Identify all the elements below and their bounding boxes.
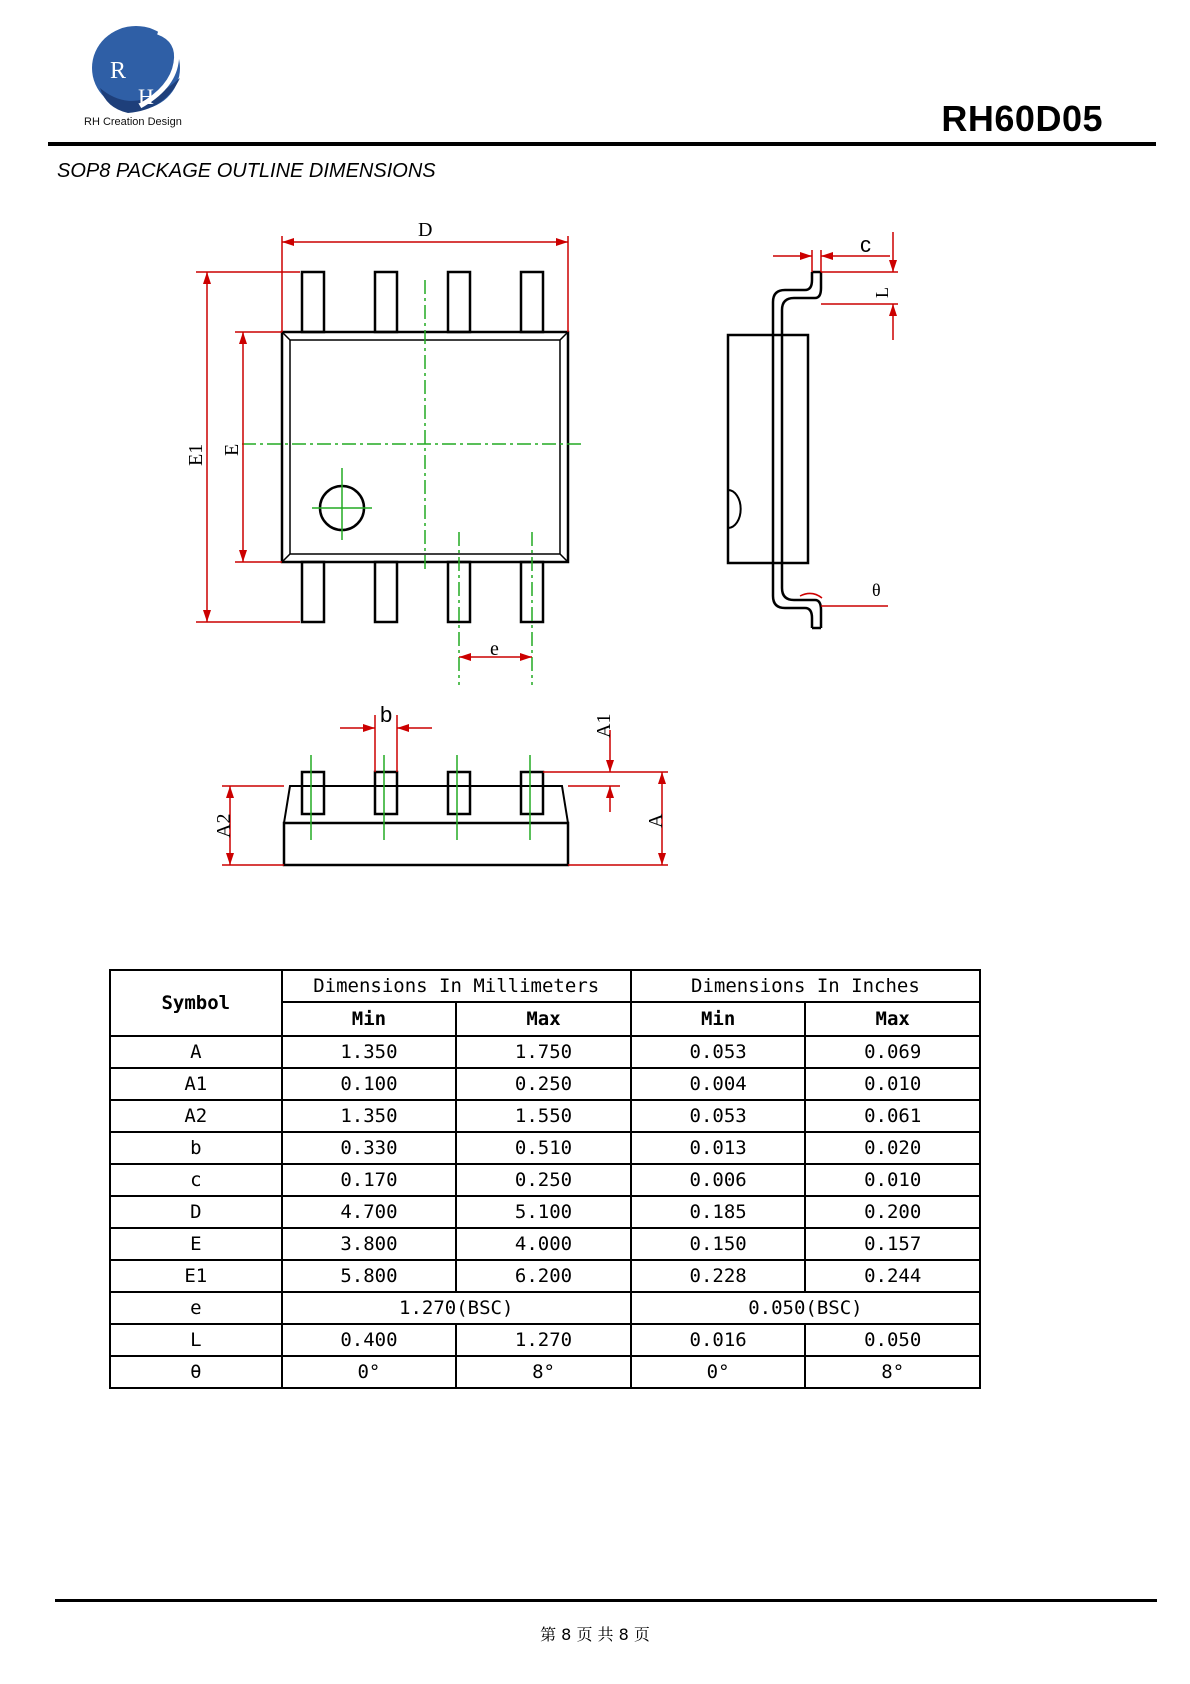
cell-in-bsc: 0.050(BSC) [631,1292,980,1324]
cell-mm-max: 1.270 [456,1324,631,1356]
cell-mm-max: 1.550 [456,1100,631,1132]
table-row [110,1196,980,1228]
table-row [110,1292,980,1324]
cell-symbol: e [110,1292,282,1324]
cell-in-min: 0.004 [631,1068,806,1100]
cell-in-max: 0.157 [805,1228,980,1260]
cell-in-max: 8° [805,1356,980,1388]
cell-symbol: L [110,1324,282,1356]
cell-mm-min: 0.400 [282,1324,457,1356]
label-A: A [645,813,667,828]
label-b: b [380,702,393,727]
cell-in-min: 0.228 [631,1260,806,1292]
cell-mm-max: 5.100 [456,1196,631,1228]
front-view-body [284,823,568,865]
label-E1: E1 [185,443,207,466]
cell-in-max: 0.050 [805,1324,980,1356]
part-number: RH60D05 [941,98,1103,139]
cell-in-min: 0.053 [631,1036,806,1068]
side-view-body [728,335,808,563]
table-row [110,1132,980,1164]
cell-symbol: θ [110,1356,282,1388]
header-in-min: Min [631,1002,806,1036]
section-title: SOP8 PACKAGE OUTLINE DIMENSIONS [57,160,436,182]
cell-mm-bsc: 1.270(BSC) [282,1292,631,1324]
cell-in-min: 0.185 [631,1196,806,1228]
cell-in-max: 0.200 [805,1196,980,1228]
label-e: e [490,638,499,660]
dimensions-table [109,969,981,1389]
cell-mm-min: 0.330 [282,1132,457,1164]
cell-symbol: A [110,1036,282,1068]
cell-mm-min: 1.350 [282,1036,457,1068]
cell-mm-min: 1.350 [282,1100,457,1132]
label-c: c [860,232,871,257]
cell-in-min: 0.006 [631,1164,806,1196]
header-mm-min: Min [282,1002,457,1036]
label-E: E [221,443,243,456]
table-row [110,1260,980,1292]
header-symbol: Symbol [110,970,282,1036]
logo-letter-r: R [110,58,127,84]
cell-in-min: 0° [631,1356,806,1388]
header-mm-max: Max [456,1002,631,1036]
table-row [110,1228,980,1260]
label-theta: θ [872,580,881,600]
table-row [110,1068,980,1100]
cell-mm-max: 1.750 [456,1036,631,1068]
label-A1: A1 [593,713,615,738]
page-number: 第 8 页 共 8 页 [540,1625,650,1644]
table-row [110,1036,980,1068]
label-D: D [418,219,433,241]
label-A2: A2 [213,813,235,838]
cell-in-max: 0.010 [805,1068,980,1100]
cell-mm-min: 0° [282,1356,457,1388]
cell-symbol: E [110,1228,282,1260]
cell-mm-min: 4.700 [282,1196,457,1228]
cell-mm-max: 4.000 [456,1228,631,1260]
cell-symbol: b [110,1132,282,1164]
table-row [110,1164,980,1196]
header-inches: Dimensions In Inches [631,970,980,1002]
footer-rule [55,1599,1157,1602]
logo-letter-h: H [138,84,154,109]
cell-mm-max: 6.200 [456,1260,631,1292]
cell-symbol: A2 [110,1100,282,1132]
header-millimeters: Dimensions In Millimeters [282,970,631,1002]
cell-symbol: D [110,1196,282,1228]
cell-mm-min: 5.800 [282,1260,457,1292]
cell-in-max: 0.020 [805,1132,980,1164]
cell-in-max: 0.061 [805,1100,980,1132]
cell-mm-max: 8° [456,1356,631,1388]
cell-mm-min: 0.170 [282,1164,457,1196]
cell-symbol: E1 [110,1260,282,1292]
cell-in-min: 0.016 [631,1324,806,1356]
cell-symbol: A1 [110,1068,282,1100]
table-row [110,1356,980,1388]
cell-in-min: 0.150 [631,1228,806,1260]
header-in-max: Max [805,1002,980,1036]
cell-in-min: 0.053 [631,1100,806,1132]
cell-mm-min: 3.800 [282,1228,457,1260]
cell-in-max: 0.069 [805,1036,980,1068]
table-row [110,1324,980,1356]
label-L: L [872,287,892,298]
cell-mm-max: 0.250 [456,1068,631,1100]
cell-in-max: 0.244 [805,1260,980,1292]
cell-mm-min: 0.100 [282,1068,457,1100]
table-row [110,1100,980,1132]
cell-symbol: c [110,1164,282,1196]
cell-mm-max: 0.510 [456,1132,631,1164]
cell-mm-max: 0.250 [456,1164,631,1196]
cell-in-max: 0.010 [805,1164,980,1196]
company-name: RH Creation Design [84,116,182,128]
cell-in-min: 0.013 [631,1132,806,1164]
